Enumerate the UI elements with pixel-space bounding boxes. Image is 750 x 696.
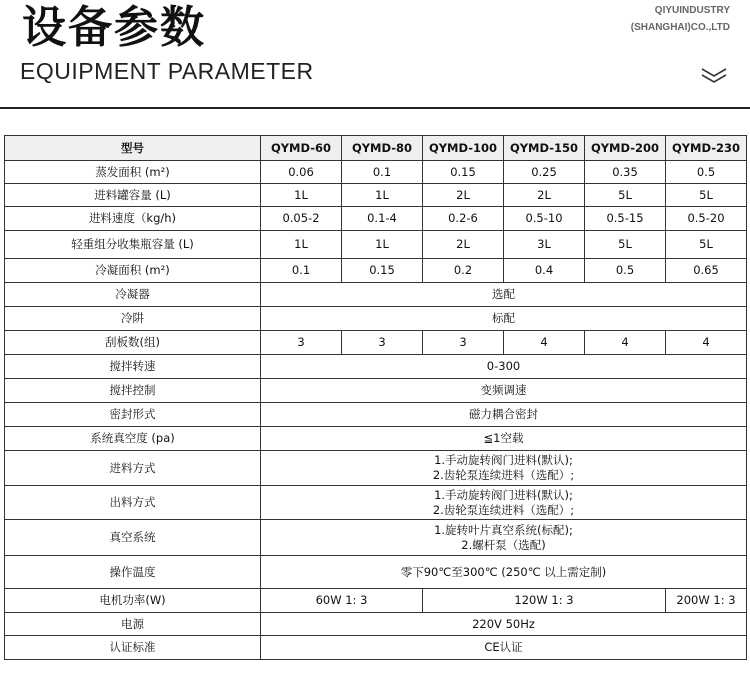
table-row (5, 307, 747, 331)
table-cell: 0.65 (666, 259, 747, 283)
header-cell: QYMD-200 (585, 136, 666, 161)
table-cell: 选配 (261, 283, 747, 307)
table-cell: CE认证 (261, 636, 747, 660)
table-cell: 3 (342, 331, 423, 355)
header-cell: QYMD-150 (504, 136, 585, 161)
table-cell: 5L (585, 184, 666, 207)
table-cell: 60W 1: 3 (261, 589, 423, 613)
table-cell: 0.1 (342, 161, 423, 184)
table-cell: 2L (504, 184, 585, 207)
cell-line: 2.齿轮泵连续进料（选配）; (432, 468, 575, 482)
table-cell: 0.15 (342, 259, 423, 283)
page-title: 设备参数 (22, 2, 206, 53)
table-cell: 0.1 (261, 259, 342, 283)
row-label: 系统真空度 (pa) (5, 427, 261, 451)
table-row (5, 184, 747, 207)
table-row (5, 161, 747, 184)
table-row (5, 427, 747, 451)
table-cell: 200W 1: 3 (666, 589, 747, 613)
table-cell: 0.06 (261, 161, 342, 184)
table-cell: 4 (666, 331, 747, 355)
table-row (5, 520, 747, 556)
table-cell: 4 (585, 331, 666, 355)
table-cell: 3 (261, 331, 342, 355)
table-cell: 1L (261, 184, 342, 207)
table-cell (261, 451, 747, 486)
table-row (5, 379, 747, 403)
table-cell: 1L (342, 184, 423, 207)
table-cell: 4 (504, 331, 585, 355)
header-cell: QYMD-80 (342, 136, 423, 161)
row-label: 进料速度（kg/h) (5, 207, 261, 231)
table-cell: 0-300 (261, 355, 747, 379)
row-label: 冷凝面积 (m²) (5, 259, 261, 283)
table-cell: 0.5 (585, 259, 666, 283)
table-row (5, 556, 747, 589)
table-cell: 5L (666, 184, 747, 207)
table-row (5, 207, 747, 231)
table-cell: 0.15 (423, 161, 504, 184)
row-label: 电源 (5, 613, 261, 636)
page-subtitle: EQUIPMENT PARAMETER (20, 58, 314, 84)
parameter-table (4, 135, 747, 660)
table-cell: 1L (261, 231, 342, 259)
header-cell: QYMD-100 (423, 136, 504, 161)
table-cell: ≦1空载 (261, 427, 747, 451)
table-cell: 5L (666, 231, 747, 259)
table-row (5, 636, 747, 660)
table-cell: 3 (423, 331, 504, 355)
table-cell: 0.5-15 (585, 207, 666, 231)
table-cell: 标配 (261, 307, 747, 331)
table-row (5, 486, 747, 520)
row-label: 操作温度 (5, 556, 261, 589)
company-name (631, 2, 730, 36)
row-label: 真空系统 (5, 520, 261, 556)
table-row (5, 231, 747, 259)
table-row (5, 613, 747, 636)
table-row (5, 589, 747, 613)
company-line-2: (SHANGHAI)CO.,LTD (630, 22, 730, 33)
row-label: 密封形式 (5, 403, 261, 427)
table-cell: 0.25 (504, 161, 585, 184)
header-cell-model: 型号 (5, 136, 261, 161)
table-row (5, 403, 747, 427)
table-cell: 0.5 (666, 161, 747, 184)
header-divider (0, 107, 750, 109)
table-row (5, 355, 747, 379)
table-cell: 0.4 (504, 259, 585, 283)
row-label: 电机功率(W) (5, 589, 261, 613)
table-cell: 1L (342, 231, 423, 259)
table-cell: 220V 50Hz (261, 613, 747, 636)
cell-line: 2.齿轮泵连续进料（选配）; (432, 502, 575, 517)
table-cell (261, 486, 747, 520)
table-cell: 0.35 (585, 161, 666, 184)
row-label: 搅拌转速 (5, 355, 261, 379)
row-label: 出料方式 (5, 486, 261, 520)
table-header-row (5, 136, 747, 161)
row-label: 进料罐容量 (L) (5, 184, 261, 207)
table-cell: 变频调速 (261, 379, 747, 403)
header-cell: QYMD-60 (261, 136, 342, 161)
table-cell: 2L (423, 231, 504, 259)
row-label: 冷凝器 (5, 283, 261, 307)
row-label: 认证标准 (5, 636, 261, 660)
row-label: 刮板数(组) (5, 331, 261, 355)
company-line-1: QIYUINDUSTRY (654, 5, 730, 16)
table-cell: 磁力耦合密封 (261, 403, 747, 427)
row-label: 轻重组分收集瓶容量 (L) (5, 231, 261, 259)
table-cell: 0.2-6 (423, 207, 504, 231)
table-cell: 0.2 (423, 259, 504, 283)
table-row (5, 283, 747, 307)
table-cell: 2L (423, 184, 504, 207)
header-cell: QYMD-230 (666, 136, 747, 161)
table-cell: 120W 1: 3 (423, 589, 666, 613)
row-label: 搅拌控制 (5, 379, 261, 403)
cell-line: 1.旋转叶片真空系统(标配); (434, 522, 573, 537)
table-cell: 5L (585, 231, 666, 259)
table-cell: 3L (504, 231, 585, 259)
cell-line: 1.手动旋转阀门进料(默认); (434, 487, 573, 502)
row-label: 蒸发面积 (m²) (5, 161, 261, 184)
table-row (5, 331, 747, 355)
table-cell: 0.5-20 (666, 207, 747, 231)
row-label: 进料方式 (5, 451, 261, 486)
table-cell: 0.1-4 (342, 207, 423, 231)
table-row (5, 259, 747, 283)
table-cell: 0.05-2 (261, 207, 342, 231)
table-cell: 零下90℃至300℃ (250℃ 以上需定制) (261, 556, 747, 589)
cell-line: 2.螺杆泵（选配) (461, 537, 546, 552)
row-label: 冷阱 (5, 307, 261, 331)
table-cell: 0.5-10 (504, 207, 585, 231)
double-chevron-down-icon (700, 66, 728, 84)
table-cell (261, 520, 747, 556)
table-row (5, 451, 747, 486)
cell-line: 1.手动旋转阀门进料(默认); (434, 453, 573, 467)
